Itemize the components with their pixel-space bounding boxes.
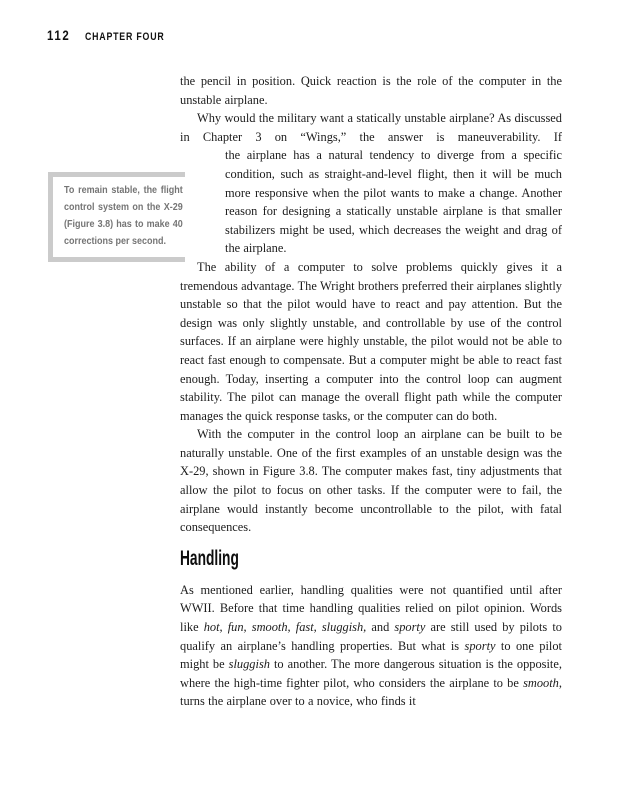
italic-text-run: sluggish [228,657,270,672]
italic-text-run: sporty [464,638,496,653]
paragraph-why-military-wrapped: the airplane has a natural tendency to diverge from a specific condition, such as straight-and-level flight, then it will be much more responsive when the pilot wants to make a change. Another reason for designing a statically unstable airplane is that smaller stabilizers might be used, which decreases the weight and drag of the airplane. [225,148,562,256]
section-heading-handling [180,546,562,570]
paragraph-pencil-continuation: the pencil in position. Quick reaction is the role of the computer in the unstable airplane. [180,74,562,107]
page-number: 112 [47,27,71,43]
sidebar-note [48,172,185,262]
paragraph-why-military-lead: Why would the military want a statically unstable airplane? As discussed in Chapter 3 on “Wings,” the answer is maneuverability. If [180,111,562,144]
italic-text-run: hot, fun, smooth, fast, sluggish, [203,620,367,635]
text-run: to one pilot might be [180,638,563,672]
chapter-label: CHAPTER FOUR [84,31,165,43]
text-run: are still used by pilots to qualify an airplane’s handling properties. But what is [180,620,562,653]
paragraph-handling-qualities [180,581,562,711]
text-run: to another. The more dangerous situation is the opposite, where the high-time fighter pilot, who considers the airplane to be [180,657,562,690]
paragraph-computer-control-loop: With the computer in the control loop an airplane can be built to be naturally unstable. One of the first examples of an unstable design was the X-29, shown in Figure 3.8. The computer makes fast, tiny adjustments that allow the pilot to focus on other tasks. If the computer were to fail, the airplane would instantly become uncontrollable to the pilot, with fatal consequences. [180,427,562,535]
paragraph-computer-ability: The ability of a computer to solve problems quickly gives it a tremendous advantage. The Wright brothers preferred their airplanes slightly unstable so that the pilot would have to react and pay attention. But the design was only slightly unstable, and controllable by use of the control surfaces. If an airplane were highly unstable, the pilot would not be able to react fast enough to compensate. But a computer might be able to react fast enough. Today, inserting a computer into the control loop can augment stability. The pilot can manage the overall flight path while the computer manages the quick response tasks, or the computer can do both. [180,259,562,423]
italic-text-run: smooth [523,675,559,690]
section-heading-text: Handling [180,545,239,570]
text-run: As mentioned earlier, handling qualities were not quantified until after WWII. Before that time handling qualities relied on pilot opinion. Words like [180,582,562,635]
text-run: and [366,620,395,635]
sidebar-note-text: To remain stable, the flight control system on the X-29 (Figure 3.8) has to make 40 corrections per second. [64,185,183,247]
text-run: , turns the airplane over to a novice, who finds it [180,675,562,709]
italic-text-run: sporty [394,620,426,635]
text-column [180,72,562,711]
page-header [47,27,184,43]
